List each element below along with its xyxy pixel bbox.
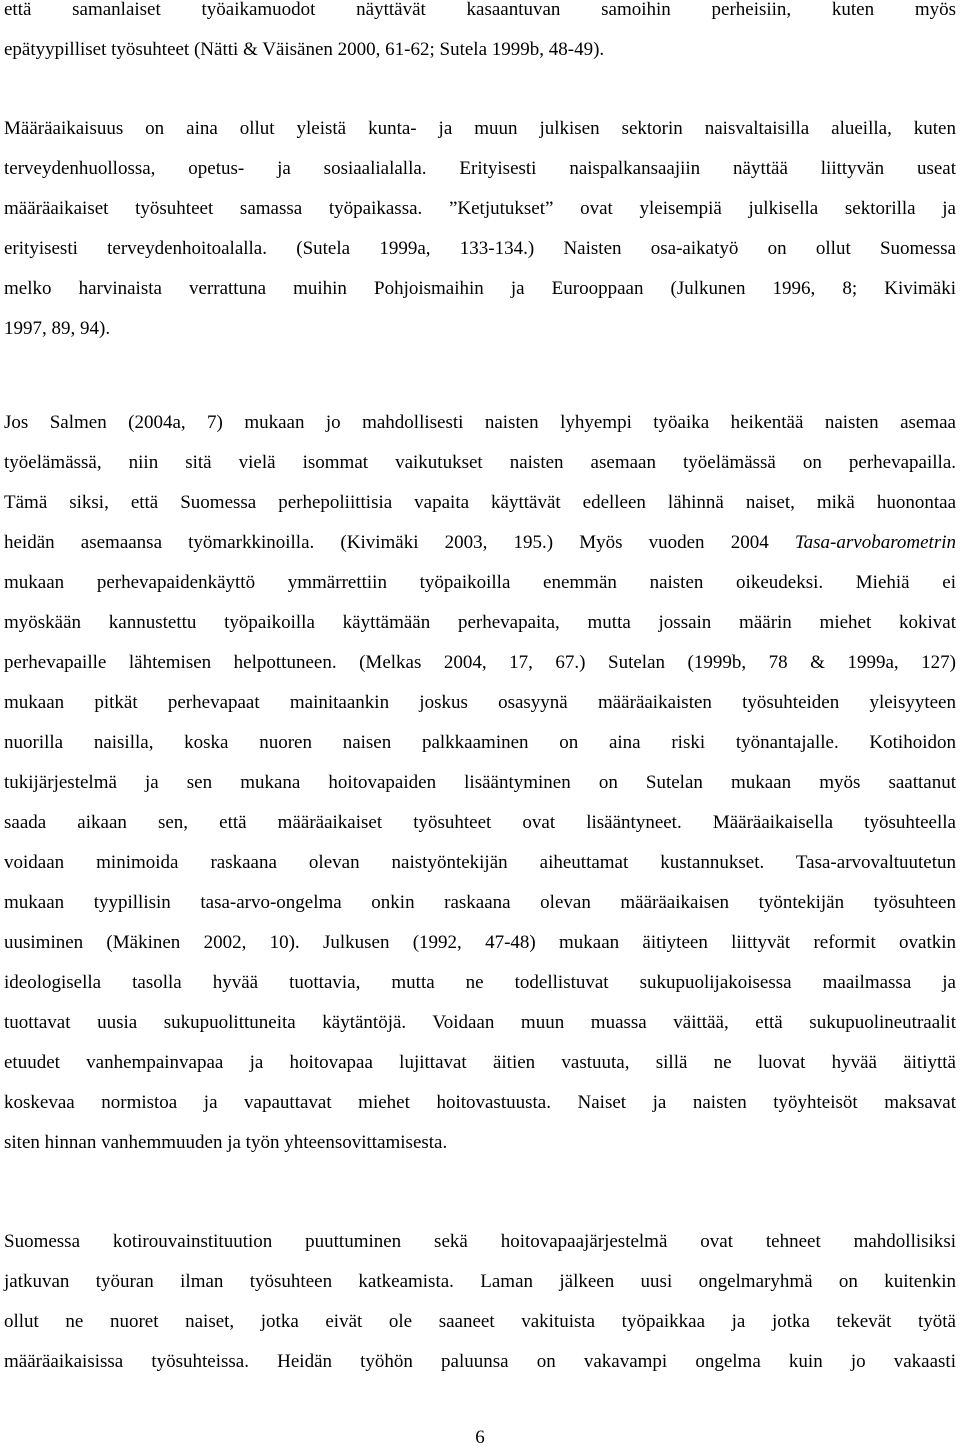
text-line: ideologisella tasolla hyvää tuottavia, mutta ne todellistuvat sukupuolijakoisessa maailmassa ja xyxy=(4,972,956,993)
text-line: tukijärjestelmä ja sen mukana hoitovapaiden lisääntyminen on Sutelan mukaan myös saattanut xyxy=(4,772,956,793)
text-line: koskevaa normistoa ja vapauttavat miehet hoitovastuusta. Naiset ja naisten työyhteisöt maksavat xyxy=(4,1092,956,1113)
paragraph-2 xyxy=(4,109,956,349)
text-line: Jos Salmen (2004a, 7) mukaan jo mahdollisesti naisten lyhyempi työaika heikentää naisten asemaa xyxy=(4,412,956,433)
text-line: jatkuvan työuran ilman työsuhteen katkeamista. Laman jälkeen uusi ongelmaryhmä on kuitenkin xyxy=(4,1271,956,1292)
text-segment: heidän asemaansa työmarkkinoilla. (Kivimäki 2003, 195.) Myös vuoden 2004 xyxy=(4,532,795,553)
text-line: työelämässä, niin sitä vielä isommat vaikutukset naisten asemaan työelämässä on perhevapailla. xyxy=(4,452,956,473)
paragraph-1 xyxy=(4,0,956,70)
text-line: siten hinnan vanhemmuuden ja työn yhteensovittamisesta. xyxy=(4,1132,448,1153)
text-line: määräaikaisissa työsuhteissa. Heidän työhön paluunsa on vakavampi ongelma kuin jo vakaasti xyxy=(4,1351,956,1372)
text-line: erityisesti terveydenhoitoalalla. (Sutela 1999a, 133-134.) Naisten osa-aikatyö on ollut Suomessa xyxy=(4,238,956,259)
text-line: saada aikaan sen, että määräaikaiset työsuhteet ovat lisääntyneet. Määräaikaisella työsuhteella xyxy=(4,812,956,833)
text-line: myöskään kannustettu työpaikoilla käyttämään perhevapaita, mutta jossain määrin miehet kokivat xyxy=(4,612,956,633)
italic-title: Tasa-arvobarometrin xyxy=(794,532,956,553)
text-line: mukaan pitkät perhevapaat mainitaankin joskus osasyynä määräaikaisten työsuhteiden yleisyyteen xyxy=(4,692,956,713)
text-line: mukaan perhevapaidenkäyttö ymmärrettiin työpaikoilla enemmän naisten oikeudeksi. Miehiä ei xyxy=(4,572,956,593)
text-line: Tämä siksi, että Suomessa perhepoliittisia vapaita käyttävät edelleen lähinnä naiset, mikä huonontaa xyxy=(4,492,956,513)
text-line: määräaikaiset työsuhteet samassa työpaikassa. ”Ketjutukset” ovat yleisempiä julkisella sektorilla ja xyxy=(4,198,956,219)
paragraph-4 xyxy=(4,1222,956,1382)
text-line: ollut ne nuoret naiset, jotka eivät ole saaneet vakituista työpaikkaa ja jotka tekevät työtä xyxy=(4,1311,956,1332)
text-line: perhevapaille lähtemisen helpottuneen. (Melkas 2004, 17, 67.) Sutelan (1999b, 78 & 1999a, 127) xyxy=(4,652,956,673)
text-line: tuottavat uusia sukupuolittuneita käytäntöjä. Voidaan muun muassa väittää, että sukupuolineutraalit xyxy=(4,1012,956,1033)
paragraph-3 xyxy=(4,403,956,1163)
text-line: mukaan tyypillisin tasa-arvo-ongelma onkin raskaana olevan määräaikaisen työntekijän työsuhteen xyxy=(4,892,956,913)
text-line: 1997, 89, 94). xyxy=(4,318,111,339)
text-line: voidaan minimoida raskaana olevan naistyöntekijän aiheuttamat kustannukset. Tasa-arvovaltuutetun xyxy=(4,852,956,873)
text-line-with-italic xyxy=(4,523,956,563)
text-line: Suomessa kotirouvainstituution puuttuminen sekä hoitovapaajärjestelmä ovat tehneet mahdollisiksi xyxy=(4,1231,956,1252)
text-line: nuorilla naisilla, koska nuoren naisen palkkaaminen on aina riski työnantajalle. Kotihoidon xyxy=(4,732,956,753)
page-number: 6 xyxy=(475,1427,485,1448)
text-line: etuudet vanhempainvapaa ja hoitovapaa lujittavat äitien vastuuta, sillä ne luovat hyvää äitiyttä xyxy=(4,1052,956,1073)
text-line: Määräaikaisuus on aina ollut yleistä kunta- ja muun julkisen sektorin naisvaltaisilla alueilla, kuten xyxy=(4,118,956,139)
text-line: uusiminen (Mäkinen 2002, 10). Julkusen (1992, 47-48) mukaan äitiyteen liittyvät reformit ovatkin xyxy=(4,932,956,953)
text-line: epätyypilliset työsuhteet (Nätti & Väisänen 2000, 61-62; Sutela 1999b, 48-49). xyxy=(4,39,605,60)
text-line: melko harvinaista verrattuna muihin Pohjoismaihin ja Eurooppaan (Julkunen 1996, 8; Kivimäki xyxy=(4,278,956,299)
text-line: että samanlaiset työaikamuodot näyttävät kasaantuvan samoihin perheisiin, kuten myös xyxy=(4,0,956,20)
text-line: terveydenhuollossa, opetus- ja sosiaalialalla. Erityisesti naispalkansaajiin näyttää liittyvän useat xyxy=(4,158,956,179)
